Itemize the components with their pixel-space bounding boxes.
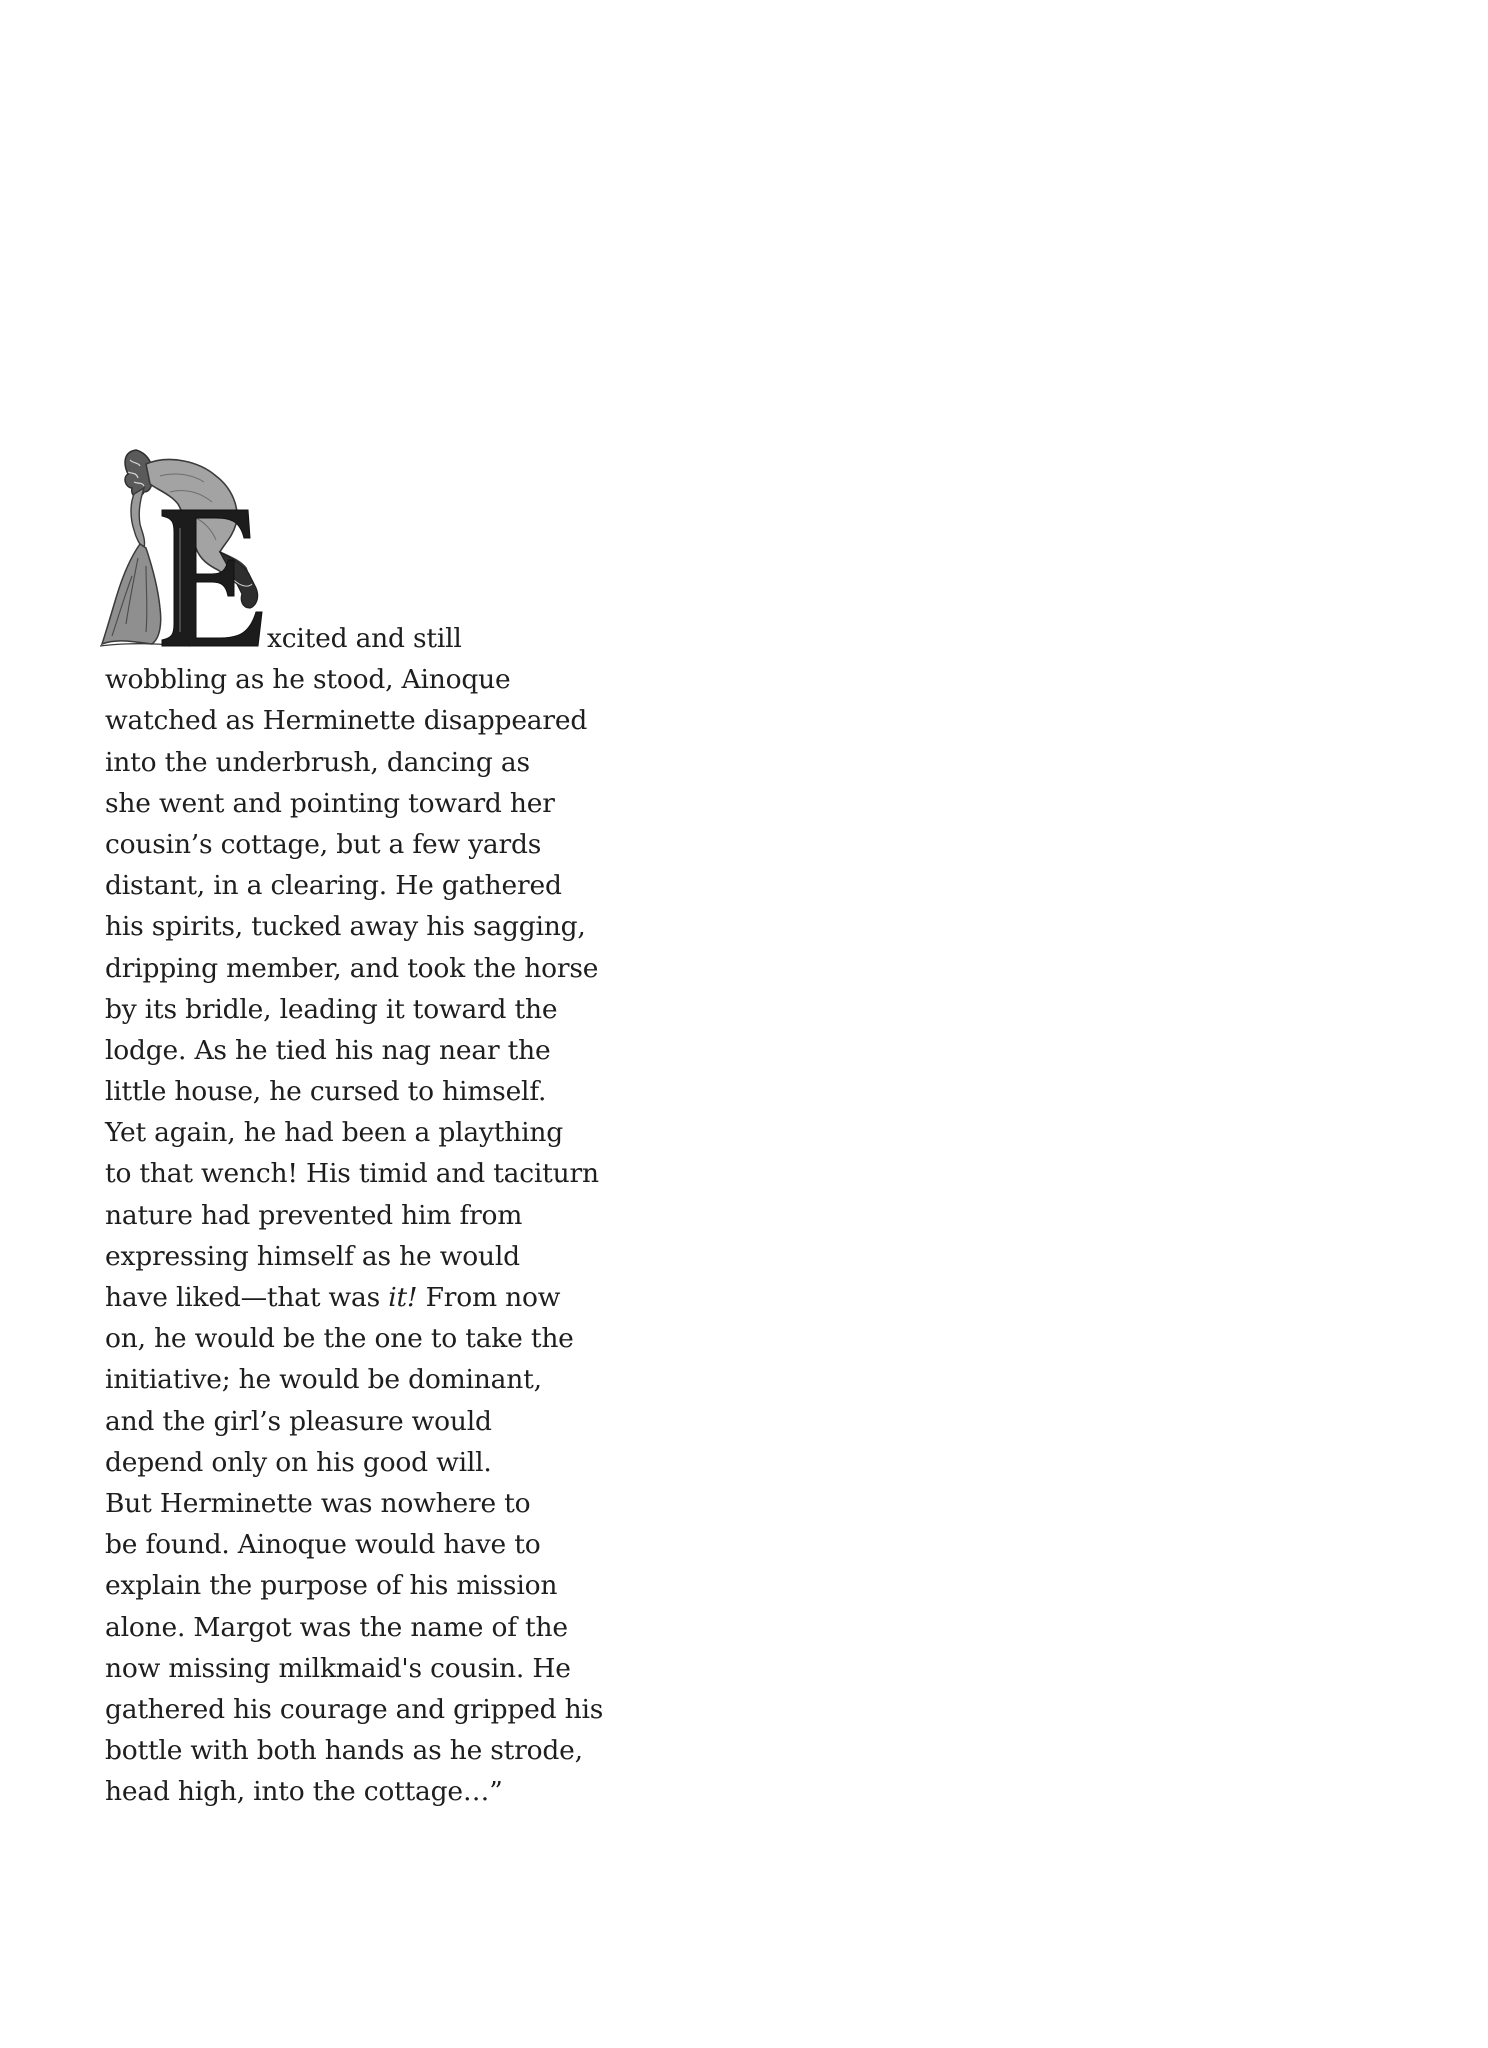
text-line-9: dripping member, and took the horse	[105, 952, 599, 984]
text-line-10: by its bridle, leading it toward the	[105, 993, 558, 1025]
text-line-26: now missing milkmaid's cousin. He	[105, 1652, 571, 1684]
text-line-19: initiative; he would be dominant,	[105, 1364, 542, 1396]
body-paragraph	[105, 618, 625, 1812]
text-line-16: expressing himself as he would	[105, 1240, 520, 1272]
text-line-27: gathered his courage and gripped his	[105, 1693, 604, 1725]
text-line-5: she went and pointing toward her	[105, 787, 555, 819]
text-line-4: into the underbrush, dancing as	[105, 746, 530, 778]
text-line-23: be found. Ainoque would have to	[105, 1529, 541, 1561]
text-line-20: and the girl’s pleasure would	[105, 1405, 492, 1437]
text-line-12: little house, he cursed to himself.	[105, 1076, 547, 1108]
text-line-18: on, he would be the one to take the	[105, 1323, 574, 1355]
text-line-17	[105, 1277, 625, 1318]
text-line-2: wobbling as he stood, Ainoque	[105, 664, 511, 696]
text-line-17-start: have liked—that was	[105, 1282, 389, 1313]
text-line-24: explain the purpose of his mission	[105, 1570, 558, 1602]
text-line-17-end: From now	[417, 1282, 561, 1313]
text-line-7: distant, in a clearing. He gathered	[105, 870, 562, 902]
text-line-1: xcited and still	[267, 623, 462, 654]
text-line-3: watched as Herminette disappeared	[105, 705, 588, 737]
text-line-28: bottle with both hands as he strode,	[105, 1735, 583, 1767]
drop-cap-letter: E	[100, 448, 101, 449]
emphasis-text: it!	[388, 1282, 418, 1313]
text-line-25: alone. Margot was the name of the	[105, 1611, 568, 1643]
text-line-11: lodge. As he tied his nag near the	[105, 1034, 551, 1066]
text-line-29: head high, into the cottage…”	[105, 1776, 503, 1808]
text-line-13: Yet again, he had been a plaything	[105, 1117, 563, 1149]
text-line-6: cousin’s cottage, but a few yards	[105, 828, 542, 860]
text-line-21: depend only on his good will.	[105, 1446, 492, 1478]
text-line-8: his spirits, tucked away his sagging,	[105, 911, 586, 943]
text-line-14: to that wench! His timid and taciturn	[105, 1158, 599, 1190]
text-line-15: nature had prevented him from	[105, 1199, 523, 1231]
text-line-22: But Herminette was nowhere to	[105, 1487, 531, 1519]
